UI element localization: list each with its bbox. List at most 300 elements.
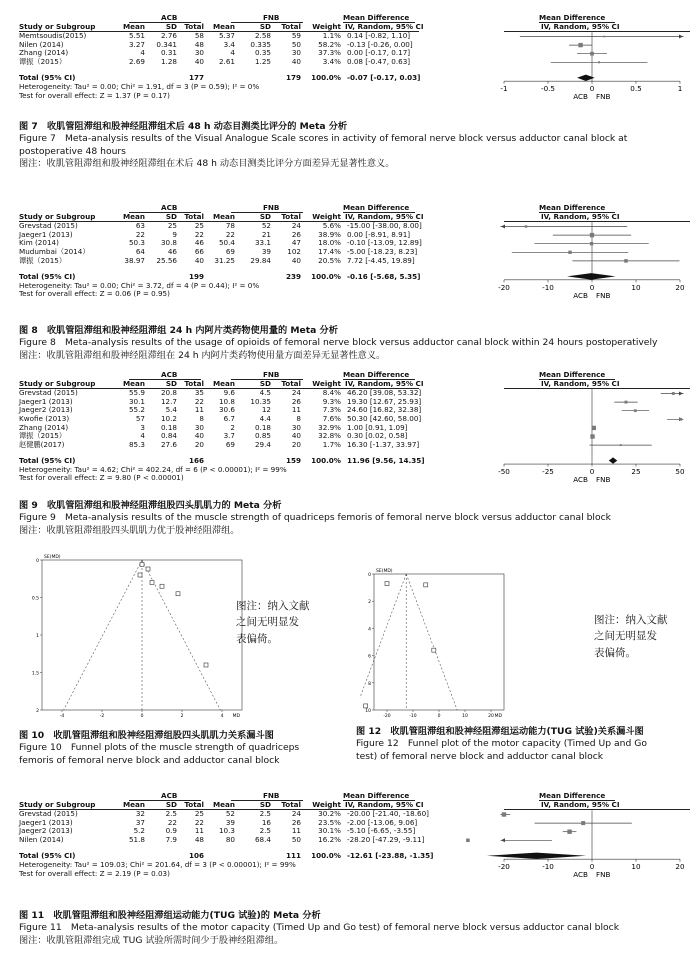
pooled-diamond xyxy=(487,853,586,859)
header-sd: SD xyxy=(165,378,177,388)
caption-zh: 图 10 收肌管阻滞组和股神经阻滞组股四头肌肌力关系漏斗图 xyxy=(19,730,274,741)
acb-sd: 0.18 xyxy=(160,422,177,432)
study-ci: 19.30 [12.67, 25.93] xyxy=(347,396,422,406)
study-name: Jaeger1 (2013) xyxy=(19,396,73,406)
study-estimate xyxy=(590,233,594,237)
header-sd: SD xyxy=(165,21,177,31)
fnb-total: 8 xyxy=(296,414,301,423)
heterogeneity: Heterogeneity: Tau² = 0.00; Chi² = 1.91, df = 3 (P = 0.59); I² = 0% xyxy=(19,81,260,91)
acb-sd: 5.4 xyxy=(165,405,177,415)
total-label: Total (95% CI) xyxy=(19,73,76,83)
acb-total: 22 xyxy=(194,229,204,239)
favours-right: FNB xyxy=(596,870,611,880)
x-tick-label: 20 xyxy=(488,714,494,719)
note-line: 图注：纳入文献 xyxy=(236,600,310,612)
fnb-mean: 78 xyxy=(225,221,235,231)
study-name: 赵健鹏(2017) xyxy=(19,439,65,449)
study-estimate xyxy=(620,444,622,446)
total-weight: 100.0% xyxy=(311,456,341,466)
fnb-sd: 33.1 xyxy=(254,238,271,248)
caption-zh: 图 11 收肌管阻滞组和股神经阻滞组运动能力(TUG 试验)的 Meta 分析 xyxy=(19,910,321,921)
header-sd: SD xyxy=(165,211,177,221)
header-group1: ACB xyxy=(161,13,178,22)
study-estimate xyxy=(567,830,571,834)
heterogeneity: Heterogeneity: Tau² = 4.62; Chi² = 402.24, df = 6 (P < 0.00001); I² = 99% xyxy=(19,464,287,474)
study-ci: -5.00 [-18.23, 8.23] xyxy=(347,247,418,256)
forest-plot-fig11 xyxy=(19,792,689,907)
caption-en: Figure 9 Meta-analysis results of the muscle strength of quadriceps femoris of femoral nerve block versus adductor canal block xyxy=(19,512,611,524)
acb-mean: 63 xyxy=(135,221,145,231)
header-total: Total xyxy=(184,378,204,388)
funnel-plot-fig12 xyxy=(360,566,510,724)
study-estimate xyxy=(590,434,594,438)
study-ci: 0.00 [-0.17, 0.17] xyxy=(347,48,411,58)
study-weight: 1.7% xyxy=(322,439,341,449)
acb-total: 40 xyxy=(194,57,204,66)
caption-en-cont: postoperative 48 hours xyxy=(19,145,126,157)
y-tick-label: 1.5 xyxy=(31,671,39,677)
study-name: Grevstad (2015) xyxy=(19,388,78,398)
acb-sd: 0.31 xyxy=(160,48,177,58)
header-group2: FNB xyxy=(263,370,280,379)
fnb-total: 26 xyxy=(291,229,301,239)
acb-total: 46 xyxy=(194,238,204,248)
header-weight: Weight xyxy=(312,378,341,388)
note-line: 表偏倚。 xyxy=(594,646,636,659)
forest-plot-area xyxy=(494,204,698,303)
study-weight: 38.9% xyxy=(318,229,341,239)
caption-note: 图注：收肌管阻滞组和股神经阻滞组在术后 48 h 动态目测类比评分方面差异无显著性意义。 xyxy=(19,158,395,170)
acb-sd: 12.7 xyxy=(160,396,177,406)
fnb-total: 11 xyxy=(291,826,301,836)
overall-effect: Test for overall effect: Z = 9.80 (P < 0.00001) xyxy=(19,473,184,483)
header-weight: Weight xyxy=(312,211,341,221)
x-tick-label: -50 xyxy=(498,467,510,477)
acb-mean: 55.2 xyxy=(128,405,145,415)
y-tick-label: 2 xyxy=(36,709,39,714)
fnb-mean: 31.25 xyxy=(214,255,235,265)
study-ci: -28.20 [-47.29, -9.11] xyxy=(347,835,425,844)
fnb-sd: 2.5 xyxy=(259,826,271,836)
x-tick-label: 0 xyxy=(589,862,595,872)
acb-sd: 20.8 xyxy=(160,388,177,398)
acb-sd: 46 xyxy=(167,247,177,256)
header-mean-difference-plot: Mean Difference xyxy=(539,791,606,800)
acb-sd: 7.9 xyxy=(165,835,177,844)
acb-sd: 0.9 xyxy=(165,826,177,836)
acb-mean: 38.97 xyxy=(124,255,145,265)
acb-sd: 1.28 xyxy=(160,57,177,66)
heterogeneity: Heterogeneity: Tau² = 0.00; Chi² = 3.72, df = 4 (P = 0.44); I² = 0% xyxy=(19,280,260,290)
header-sd: SD xyxy=(259,378,271,388)
study-point xyxy=(432,648,436,652)
y-tick-label: 0 xyxy=(36,559,39,564)
fnb-mean: 3.4 xyxy=(223,39,235,49)
study-point xyxy=(176,592,180,596)
ci-arrow xyxy=(679,392,683,396)
study-name: 谭振（2015） xyxy=(19,431,67,441)
fnb-mean: 4 xyxy=(230,48,235,58)
study-name: Jaeger2 (2013) xyxy=(19,826,73,836)
fnb-mean: 5.37 xyxy=(218,31,235,41)
study-ci: 1.00 [0.91, 1.09] xyxy=(347,422,408,432)
acb-total: 66 xyxy=(194,247,204,256)
y-tick-label: 2 xyxy=(368,600,371,606)
study-ci: -15.00 [-38.00, 8.00] xyxy=(347,221,422,231)
fnb-sd: 2.5 xyxy=(259,809,271,819)
funnel-boundary xyxy=(360,574,406,710)
x-tick-label: 10 xyxy=(631,862,641,872)
overall-effect: Test for overall effect: Z = 0.06 (P = 0.95) xyxy=(19,289,170,299)
study-weight: 8.4% xyxy=(322,388,341,398)
funnel-plot-fig10 xyxy=(28,552,248,724)
fnb-mean: 30.6 xyxy=(218,405,235,415)
total-label: Total (95% CI) xyxy=(19,271,76,281)
caption-fig11 xyxy=(19,910,619,947)
x-tick-label: 20 xyxy=(675,282,685,292)
ci-arrow xyxy=(501,838,505,842)
study-weight: 1.1% xyxy=(322,31,341,41)
header-mean: Mean xyxy=(123,799,145,809)
study-name: Zhang (2014) xyxy=(19,48,69,58)
header-mean-difference: Mean Difference xyxy=(343,370,410,379)
y-axis-label: SE(MD) xyxy=(44,555,61,560)
fnb-total: 26 xyxy=(291,396,301,406)
study-point xyxy=(140,563,144,567)
acb-total: 8 xyxy=(199,414,204,423)
note-line: 图注：纳入文献 xyxy=(594,614,668,626)
caption-zh: 图 9 收肌管阻滞组和股神经阻滞组股四头肌肌力的 Meta 分析 xyxy=(19,500,282,511)
x-tick-label: 0.5 xyxy=(630,84,642,94)
x-tick-label: -10 xyxy=(542,862,554,872)
acb-total: 22 xyxy=(194,396,204,406)
forest-plot-area xyxy=(494,371,698,487)
header-weight: Weight xyxy=(312,21,341,31)
fnb-sd: 0.35 xyxy=(254,48,271,58)
acb-mean: 5.2 xyxy=(133,826,145,836)
study-estimate xyxy=(625,401,628,404)
fnb-total-sum: 179 xyxy=(285,73,301,83)
header-group1: ACB xyxy=(161,203,178,212)
caption-en: Figure 7 Meta-analysis results of the Visual Analogue Scale scores in activity of femoral nerve block versus adductor canal block at xyxy=(19,133,628,145)
acb-sd: 9 xyxy=(172,229,177,239)
study-weight: 37.3% xyxy=(318,48,341,58)
study-ci: -0.10 [-13.09, 12.89] xyxy=(347,238,422,248)
study-point xyxy=(385,582,389,586)
study-estimate xyxy=(604,36,606,38)
favours-right: FNB xyxy=(596,92,611,102)
x-tick-label: 2 xyxy=(180,714,184,719)
study-estimate xyxy=(634,409,637,412)
fnb-total: 102 xyxy=(287,247,301,256)
study-estimate xyxy=(581,821,585,825)
total-ci: -0.16 [-5.68, 5.35] xyxy=(347,271,421,281)
acb-total-sum: 166 xyxy=(188,456,204,466)
acb-sd: 0.341 xyxy=(156,39,177,49)
study-weight: 23.5% xyxy=(318,817,341,827)
caption-fig8 xyxy=(19,325,657,362)
acb-mean: 5.51 xyxy=(128,31,145,41)
caption-zh: 图 12 收肌管阻滞组和股神经阻滞组运动能力(TUG 试验)关系漏斗图 xyxy=(356,726,644,737)
fnb-mean: 80 xyxy=(225,835,235,844)
fnb-total: 30 xyxy=(291,422,301,432)
y-axis-label: SE(MD) xyxy=(376,569,393,574)
total-ci: -0.07 [-0.17, 0.03] xyxy=(347,73,421,83)
caption-en: Figure 8 Meta-analysis results of the usage of opioids of femoral nerve block versus adductor canal block within 24 hours postoperatively xyxy=(19,337,658,349)
acb-total: 22 xyxy=(194,817,204,827)
forest-plot-fig8 xyxy=(19,204,689,309)
fnb-sd: 1.25 xyxy=(254,57,271,66)
x-tick-label: 0 xyxy=(589,84,595,94)
fnb-total: 50 xyxy=(291,835,301,844)
study-point xyxy=(146,567,150,571)
study-name: Jaeger1 (2013) xyxy=(19,229,73,239)
total-label: Total (95% CI) xyxy=(19,456,76,466)
y-tick-label: 8 xyxy=(368,681,371,687)
header-total: Total xyxy=(184,211,204,221)
study-estimate xyxy=(568,251,571,254)
header-mean-difference-plot: Mean Difference xyxy=(539,370,606,379)
fnb-mean: 9.6 xyxy=(223,388,235,398)
header-sd: SD xyxy=(259,21,271,31)
header-total: Total xyxy=(184,799,204,809)
acb-total: 30 xyxy=(194,48,204,58)
funnel-note-fig12 xyxy=(594,612,668,661)
header-ci: IV, Random, 95% CI xyxy=(345,799,424,809)
x-tick-label: -20 xyxy=(383,714,391,719)
header-total: Total xyxy=(281,21,301,31)
study-point xyxy=(364,704,368,708)
study-weight: 30.2% xyxy=(318,809,341,819)
study-name: Memtsoudis(2015) xyxy=(19,31,87,41)
fnb-mean: 2.61 xyxy=(218,57,235,66)
fnb-sd: 4.5 xyxy=(259,388,271,398)
x-axis-label: MD xyxy=(232,714,240,719)
acb-mean: 55.9 xyxy=(128,388,145,398)
favours-left: ACB xyxy=(573,870,588,880)
fnb-total-sum: 111 xyxy=(285,851,301,861)
forest-plot-area xyxy=(494,14,698,105)
fnb-sd: 10.35 xyxy=(250,396,271,406)
caption-en-cont: femoris of femoral nerve block and adductor canal block xyxy=(19,754,280,766)
y-tick-label: 4 xyxy=(368,627,371,633)
header-mean: Mean xyxy=(123,211,145,221)
study-estimate xyxy=(624,259,628,263)
pooled-diamond xyxy=(567,273,616,279)
caption-note: 图注：收肌管阻滞组和股神经阻滞组在 24 h 内阿片类药物使用量方面差异无显著性意义。 xyxy=(19,349,386,361)
fnb-total: 24 xyxy=(291,388,301,398)
fnb-mean: 22 xyxy=(225,229,235,239)
fnb-mean: 10.8 xyxy=(218,396,235,406)
fnb-total: 50 xyxy=(291,39,301,49)
header-total: Total xyxy=(281,799,301,809)
fnb-sd: 0.85 xyxy=(254,431,271,441)
fnb-sd: 52 xyxy=(261,221,271,231)
x-tick-label: -10 xyxy=(409,714,417,719)
x-tick-label: 25 xyxy=(631,467,641,477)
note-line: 表偏倚。 xyxy=(236,632,278,645)
caption-en: Figure 12 Funnel plot of the motor capacity (Timed Up and Go xyxy=(356,738,647,750)
fnb-mean: 2 xyxy=(230,422,235,432)
y-tick-label: 0 xyxy=(368,573,371,578)
study-point xyxy=(204,663,208,667)
fnb-total: 24 xyxy=(291,809,301,819)
favours-left: ACB xyxy=(573,92,588,102)
study-weight: 58.2% xyxy=(318,39,341,49)
acb-mean: 37 xyxy=(135,817,145,827)
fnb-total-sum: 159 xyxy=(285,456,301,466)
caption-note: 图注：收肌管阻滞组股四头肌肌力优于股神经阻滞组。 xyxy=(19,524,240,536)
study-weight: 32.8% xyxy=(318,431,341,441)
acb-sd: 27.6 xyxy=(160,439,177,449)
favours-left: ACB xyxy=(573,290,588,300)
funnel-boundary xyxy=(406,574,457,710)
study-name: Grevstad (2015) xyxy=(19,809,78,819)
study-point xyxy=(150,581,154,585)
x-tick-label: 0 xyxy=(589,467,595,477)
fnb-sd: 2.58 xyxy=(254,31,271,41)
x-tick-label: -0.5 xyxy=(540,84,556,94)
caption-zh: 图 7 收肌管阻滞组和股神经阻滞组术后 48 h 动态目测类比评分的 Meta 分析 xyxy=(19,121,348,132)
forest-plot-fig7 xyxy=(19,14,689,109)
study-name: Nilen (2014) xyxy=(19,835,64,844)
y-tick-label: 6 xyxy=(368,654,371,660)
x-tick-label: 4 xyxy=(220,714,224,719)
x-tick-label: 0 xyxy=(140,714,144,719)
acb-mean: 30.1 xyxy=(128,396,145,406)
acb-mean: 57 xyxy=(135,414,145,423)
header-group2: FNB xyxy=(263,791,280,800)
acb-sd: 0.84 xyxy=(160,431,177,441)
study-name: 谭振（2015） xyxy=(19,57,67,66)
acb-total: 58 xyxy=(194,31,204,41)
header-mean-difference: Mean Difference xyxy=(343,203,410,212)
header-ci-plot: IV, Random, 95% CI xyxy=(541,211,620,221)
study-estimate xyxy=(679,418,682,421)
caption-fig12 xyxy=(356,726,647,763)
header-study: Study or Subgroup xyxy=(19,211,96,221)
study-estimate xyxy=(590,52,594,56)
fnb-total-sum: 239 xyxy=(285,271,301,281)
plot-frame xyxy=(42,560,242,710)
study-ci: 0.14 [-0.82, 1.10] xyxy=(347,31,411,41)
favours-right: FNB xyxy=(596,290,611,300)
header-mean: Mean xyxy=(123,21,145,31)
fnb-mean: 69 xyxy=(225,439,235,449)
fnb-total: 20 xyxy=(291,439,301,449)
header-sd: SD xyxy=(165,799,177,809)
study-name: Nilen (2014) xyxy=(19,39,64,49)
fnb-total: 40 xyxy=(291,431,301,441)
funnel-note-fig10 xyxy=(236,598,310,647)
acb-mean: 3.27 xyxy=(128,39,145,49)
header-mean-difference-plot: Mean Difference xyxy=(539,203,606,212)
forest-plot-fig9 xyxy=(19,371,689,491)
study-ci: 24.60 [16.82, 32.38] xyxy=(347,405,422,415)
acb-total: 25 xyxy=(194,221,204,231)
fnb-sd: 29.84 xyxy=(250,255,271,265)
header-mean-difference: Mean Difference xyxy=(343,791,410,800)
total-weight: 100.0% xyxy=(311,851,341,861)
total-label: Total (95% CI) xyxy=(19,851,76,861)
acb-total-sum: 199 xyxy=(188,271,204,281)
header-study: Study or Subgroup xyxy=(19,799,96,809)
fnb-sd: 4.4 xyxy=(259,414,271,423)
study-name: 谭振（2015） xyxy=(19,255,67,265)
note-line: 之间无明显发 xyxy=(594,630,657,643)
acb-mean: 4 xyxy=(140,431,145,441)
header-mean: Mean xyxy=(213,21,235,31)
x-tick-label: 0 xyxy=(437,714,441,719)
study-name: Jaeger1 (2013) xyxy=(19,817,73,827)
acb-mean: 64 xyxy=(135,247,145,256)
study-weight: 3.4% xyxy=(322,57,341,66)
acb-sd: 30.8 xyxy=(160,238,177,248)
acb-mean: 51.8 xyxy=(128,835,145,844)
study-estimate xyxy=(592,426,596,430)
overall-effect: Test for overall effect: Z = 2.19 (P = 0.03) xyxy=(19,868,170,878)
fnb-mean: 3.7 xyxy=(223,431,235,441)
fnb-mean: 6.7 xyxy=(223,414,235,423)
acb-total: 25 xyxy=(194,809,204,819)
fnb-total: 30 xyxy=(291,48,301,58)
x-tick-label: -4 xyxy=(59,714,65,719)
study-weight: 9.3% xyxy=(322,396,341,406)
pooled-diamond xyxy=(609,457,617,463)
ci-arrow xyxy=(679,35,683,39)
study-ci: 0.00 [-8.91, 8.91] xyxy=(347,229,411,239)
caption-en: Figure 10 Funnel plots of the muscle strength of quadriceps xyxy=(19,742,300,754)
x-tick-label: -10 xyxy=(542,282,554,292)
study-estimate xyxy=(525,225,527,227)
acb-total: 11 xyxy=(194,826,204,836)
header-group1: ACB xyxy=(161,791,178,800)
fnb-sd: 0.335 xyxy=(250,39,271,49)
header-ci: IV, Random, 95% CI xyxy=(345,378,424,388)
x-tick-label: 1 xyxy=(677,84,683,94)
y-tick-label: 0.5 xyxy=(31,596,39,602)
header-weight: Weight xyxy=(312,799,341,809)
acb-total: 40 xyxy=(194,255,204,265)
fnb-mean: 52 xyxy=(225,809,235,819)
caption-zh: 图 8 收肌管阻滞组和股神经阻滞组 24 h 内阿片类药物使用量的 Meta 分析 xyxy=(19,325,338,336)
acb-mean: 3 xyxy=(140,422,145,432)
fnb-sd: 68.4 xyxy=(254,835,271,844)
x-tick-label: 10 xyxy=(631,282,641,292)
header-ci-plot: IV, Random, 95% CI xyxy=(541,799,620,809)
study-estimate xyxy=(590,242,593,245)
total-weight: 100.0% xyxy=(311,271,341,281)
acb-total: 20 xyxy=(194,439,204,449)
study-ci: 7.72 [-4.45, 19.89] xyxy=(347,255,415,265)
study-estimate xyxy=(502,812,506,816)
study-name: Grevstad (2015) xyxy=(19,221,78,231)
fnb-total: 11 xyxy=(291,405,301,415)
acb-total-sum: 106 xyxy=(188,851,204,861)
header-ci: IV, Random, 95% CI xyxy=(345,21,424,31)
caption-en-cont: test) of femoral nerve block and adductor canal block xyxy=(356,750,604,762)
header-sd: SD xyxy=(259,799,271,809)
plot-frame xyxy=(374,574,504,710)
header-total: Total xyxy=(184,21,204,31)
x-tick-label: -20 xyxy=(498,862,510,872)
acb-sd: 22 xyxy=(167,817,177,827)
header-ci-plot: IV, Random, 95% CI xyxy=(541,378,620,388)
caption-fig9 xyxy=(19,500,611,537)
fnb-sd: 29.4 xyxy=(254,439,271,449)
x-tick-label: 50 xyxy=(675,467,685,477)
study-estimate xyxy=(578,43,582,47)
